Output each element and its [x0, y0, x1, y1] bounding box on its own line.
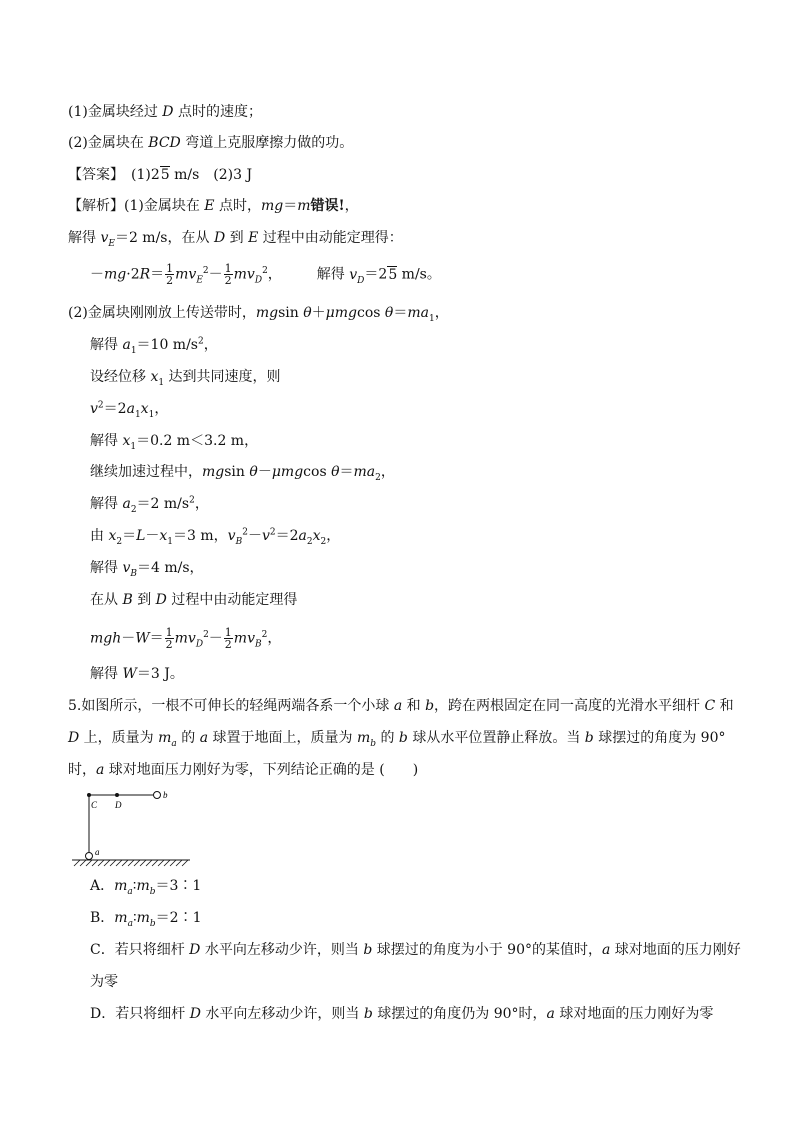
option-b: B．$m_a∶m_b=2∶1$ [90, 910, 202, 929]
equation-1: －mg·2R＝ $\frac{1}{2}$ $mv_E^2-$ $\frac{1}{2}$ $mv_D^2$， 解得 $v_D=25$ m/s。 [90, 262, 441, 287]
step-1: 解得 $a_1=10$ $m/s^2$， [90, 336, 218, 356]
ball-b [154, 792, 161, 799]
label-b: b [163, 790, 168, 800]
option-d: D．若只将细杆 D 水平向左移动少许，则当 b 球摆过的角度仍为 90°时，a 球对地面的压力刚好为零 [90, 1006, 714, 1022]
error-text: 错误! [310, 198, 345, 214]
step-3: $v^2=2a_1x_1$， [90, 400, 169, 420]
pendulum-figure [68, 784, 198, 868]
question-2: (2)金属块在 BCD 弯道上克服摩擦力做的功。 [68, 135, 354, 151]
analysis-line-e: 解得 $v_E=2$ m/s，在从 D 到 E 过程中由动能定理得： [68, 230, 403, 249]
q5-line-2: D 上，质量为 $m_a$ 的 a 球置于地面上，质量为 $m_b$ 的 b 球从水平位置静止释放。当 b 球摆过的角度为 90° [68, 730, 726, 749]
ground-hatch [74, 860, 188, 866]
option-c-line-2: 为零 [90, 974, 118, 990]
part-2-intro: (2)金属块刚刚放上传送带时，mgsin θ＋μmgcos $\theta=ma_1$， [68, 305, 449, 324]
rod-c-point [87, 793, 91, 797]
ball-a [86, 853, 93, 860]
step-2: 设经位移 $x_1$ 达到共同速度，则 [90, 369, 281, 388]
label-a: a [95, 847, 100, 857]
step-8: 解得 $v_B=4$ m/s， [90, 560, 204, 579]
step-6: 解得 $a_2=2$ $m/s^2$， [90, 495, 209, 515]
step-10: mgh－W＝ $\frac{1}{2}$ $mv_D^2-$ $\frac{1}{2}$ $mv_B^2$， [90, 626, 282, 651]
label-c: C [91, 800, 98, 810]
q5-line-1: 5.如图所示，一根不可伸长的轻绳两端各系一个小球 a 和 b，跨在两根固定在同一高度的光滑水平细杆 C 和 [68, 698, 734, 714]
q5-line-3: 时，a 球对地面压力刚好为零，下列结论正确的是 ( ) [68, 762, 419, 778]
step-5: 继续加速过程中，mgsin θ－μmgcos $\theta=ma_2$， [90, 464, 395, 483]
step-9: 在从 B 到 D 过程中由动能定理得 [90, 592, 298, 608]
step-4: 解得 $x_1=0.2$ m＜3.2 m， [90, 433, 259, 452]
analysis-label: 【解析】 [68, 198, 124, 214]
answer-label: 【答案】 [68, 167, 117, 183]
step-7: 由 $x_2=L-x_1=3$ m，$v_B^2-v^2=2a_2x_2$， [90, 527, 341, 547]
label-d: D [115, 800, 122, 810]
step-11: 解得 W＝3 J。 [90, 666, 184, 682]
question-1: (1)金属块经过 D 点时的速度； [68, 104, 262, 120]
option-c-line-1: C．若只将细杆 D 水平向左移动少许，则当 b 球摆过的角度为小于 90°的某值时，a 球对地面的压力刚好 [90, 942, 741, 958]
answer-line: 【答案】 (1)25 m/s (2)3 J [68, 167, 253, 183]
option-a: A．$m_a∶m_b=3∶1$ [90, 878, 202, 897]
analysis-line: 【解析】(1)金属块在 E 点时，mg＝m错误!， [68, 198, 359, 214]
rod-d-point [115, 793, 119, 797]
